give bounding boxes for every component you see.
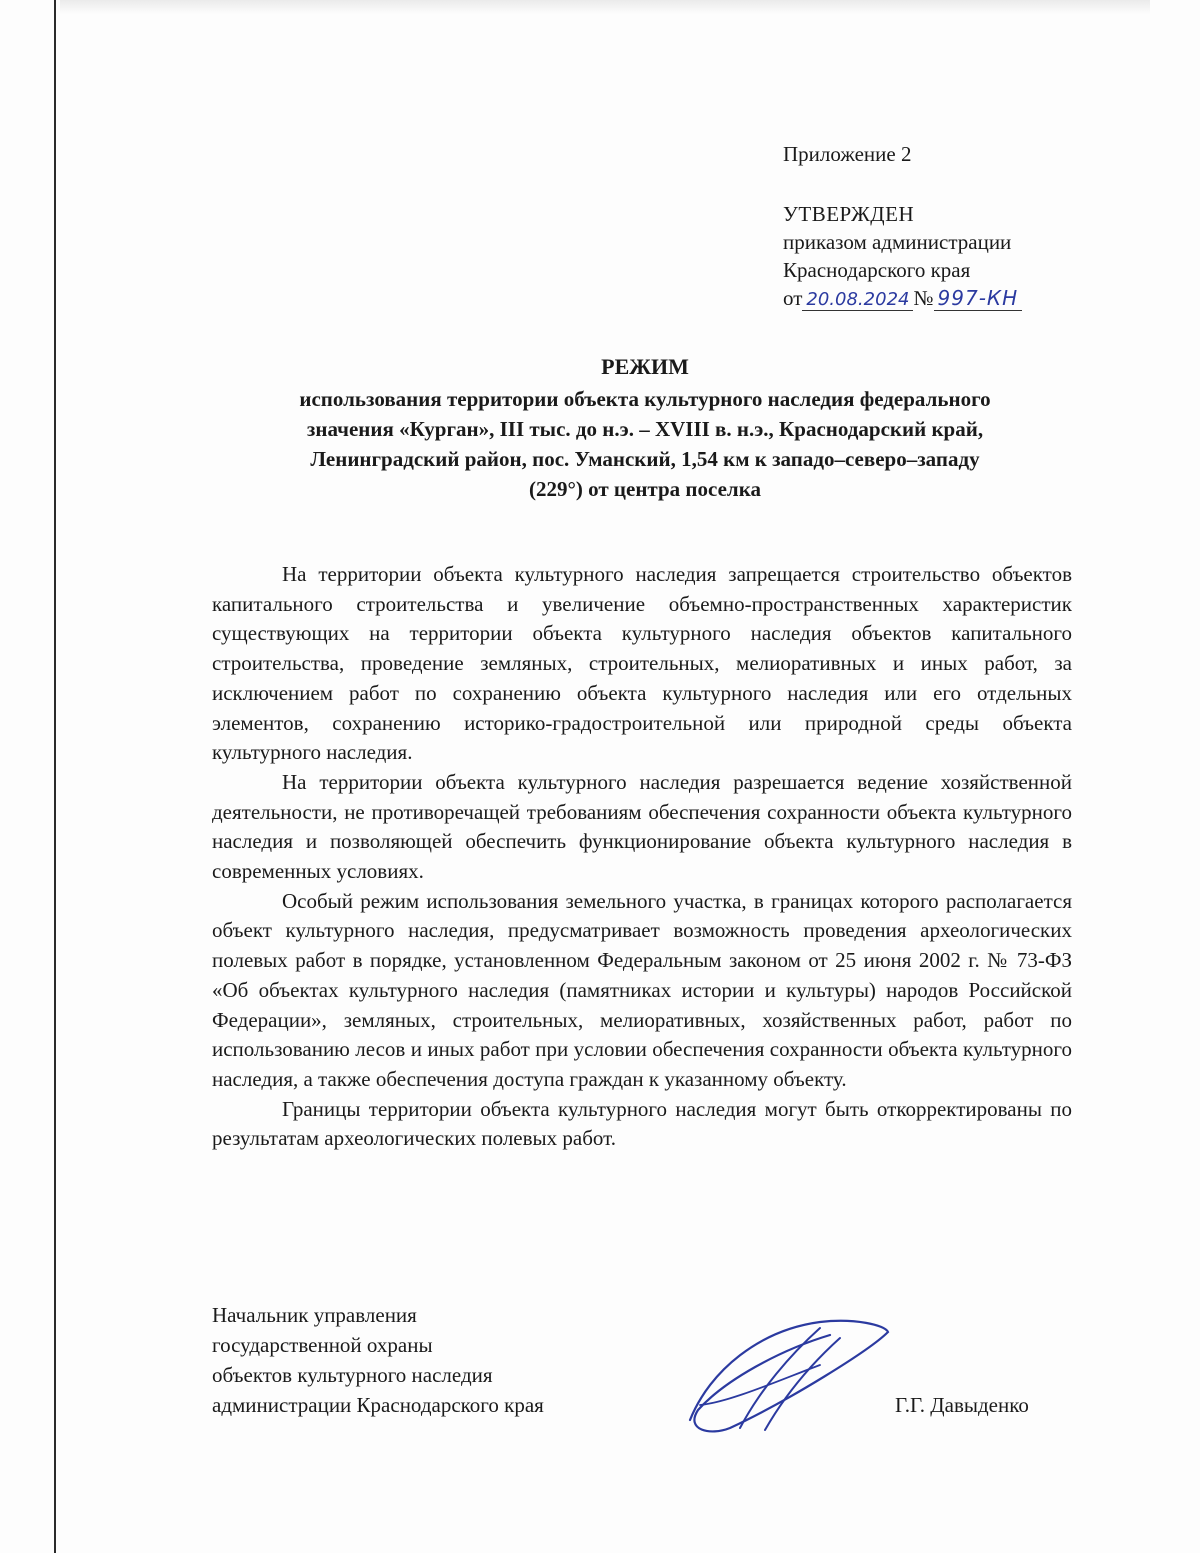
title-line-4: (229°) от центра поселка [528, 477, 761, 501]
approved-label: УТВЕРЖДЕН [783, 202, 915, 226]
body-paragraph: На территории объекта культурного наследия разрешается ведение хозяйственной деятельности, не противоречащей требованиям обеспечения сохранности объекта культурного наследия и позволяющей обеспечить функционирование объекта культурного наследия в современных условиях. [212, 769, 1072, 884]
approval-block [783, 140, 1022, 314]
body-paragraph: Границы территории объекта культурного наследия могут быть откорректированы по результатам археологических полевых работ. [212, 1096, 1072, 1151]
scan-edge [54, 0, 56, 1553]
appendix-label: Приложение 2 [783, 142, 912, 166]
signatory-name: Г.Г. Давыденко [895, 1393, 1029, 1417]
title-line-1: использования территории объекта культурного наследия федерального [299, 387, 991, 411]
body-paragraph: На территории объекта культурного наследия запрещается строительство объектов капитального строительства и увеличение объемно-пространственных характеристик существующих на территории объекта культурного наследия объектов капитального строительства, проведение земляных, строительных, мелиоративных и иных работ, за исключением работ по сохранению объекта культурного наследия или его отдельных элементов, сохранению историко-градостроительной или природной среды объекта культурного наследия. [212, 562, 1072, 765]
body-paragraph: Особый режим использования земельного участка, в границах которого располагается объект культурного наследия, предусматривает возможность проведения археологических полевых работ в порядке, установленном Федеральным законом от 25 июня 2002 г. № 73-ФЗ «Об объектах культурного наследия (памятниках истории и культуры) народов Российской Федерации», земляных, строительных, мелиоративных, хозяйственных работ, работ по использованию лесов и иных работ при условии обеспечения сохранности объекта культурного наследия, а также обеспечения доступа граждан к указанному объекту. [212, 888, 1072, 1091]
position-line-3: объектов культурного наследия [212, 1363, 493, 1387]
handwritten-number: 997-КН [934, 286, 1023, 311]
title-main: РЕЖИМ [601, 354, 689, 379]
document-title [200, 352, 1090, 504]
signatory-position [212, 1300, 544, 1420]
date-prefix: от [783, 286, 803, 310]
approval-order-line: приказом администрации [783, 230, 1012, 254]
handwritten-signature [670, 1310, 900, 1440]
approval-date-line [783, 284, 1022, 314]
document-body [212, 560, 1072, 1154]
handwritten-date: 20.08.2024 [802, 289, 913, 311]
title-line-3: Ленинградский район, пос. Уманский, 1,54 км к западо–северо–западу [310, 447, 980, 471]
approval-region-line: Краснодарского края [783, 258, 971, 282]
position-line-4: администрации Краснодарского края [212, 1393, 544, 1417]
scan-smudge [60, 0, 1150, 14]
title-line-2: значения «Курган», III тыс. до н.э. – XVIII в. н.э., Краснодарский край, [306, 417, 984, 441]
position-line-1: Начальник управления [212, 1303, 417, 1327]
number-prefix: № [913, 286, 934, 310]
position-line-2: государственной охраны [212, 1333, 433, 1357]
